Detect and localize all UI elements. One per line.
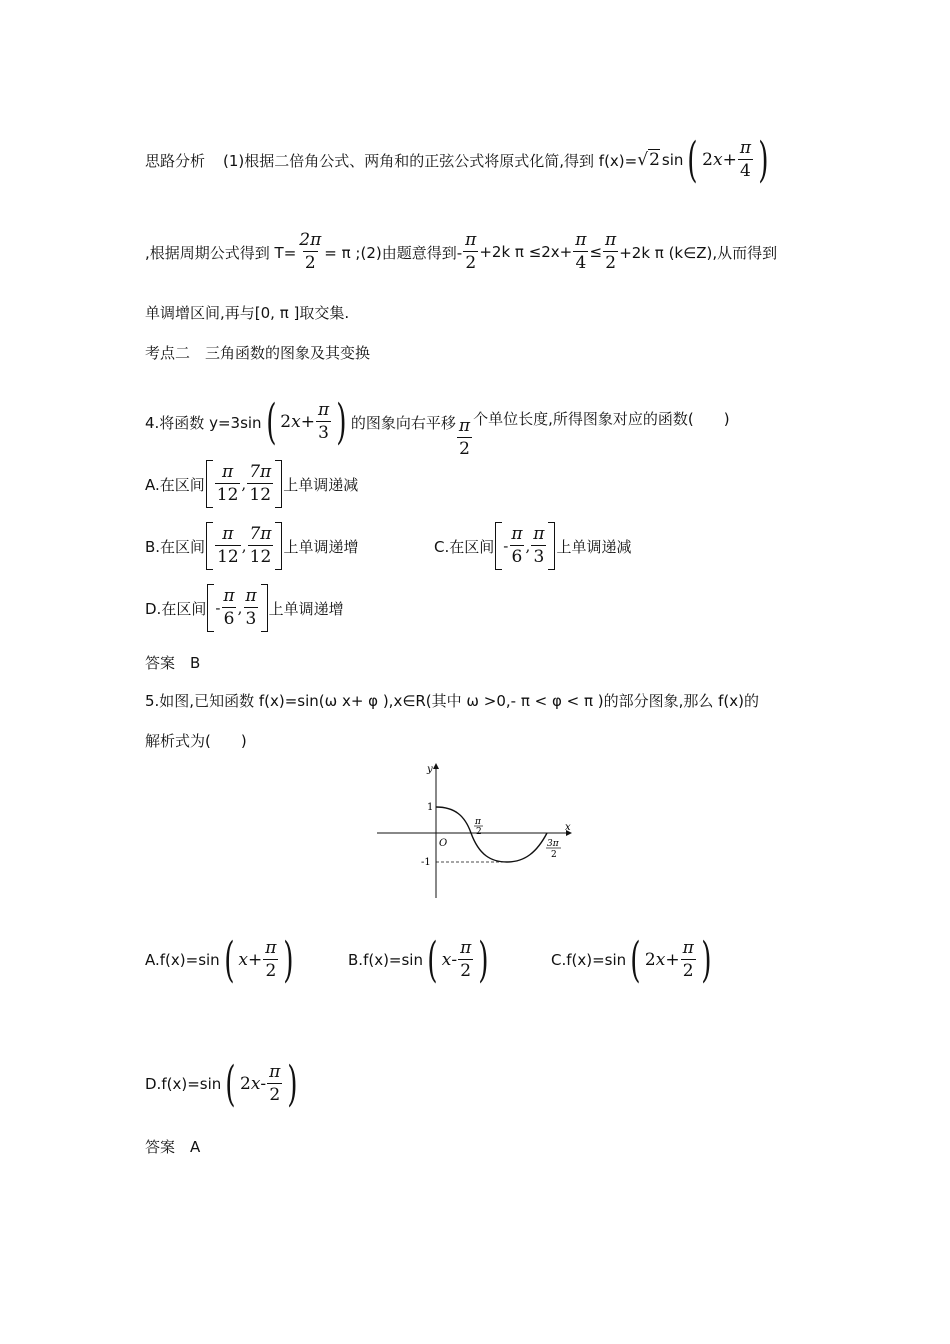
sin-label: sin [661,151,684,169]
origin-label: O [439,838,448,849]
analysis-line-3: 单调增区间,再与[0, π ]取交集. [145,304,350,322]
q5-option-c[interactable]: C. f(x)=sin ( 2 x + $\frac{\pi}{2}$ ) [551,932,712,988]
q4-option-b[interactable]: B.在区间 $\frac{\pi}{12}$ , $\frac{7\pi}{12}$ 上单调递增 [145,522,359,570]
y-axis-label: y [427,764,433,775]
sine-graph [375,760,575,900]
analysis-line-2: ,根据周期公式得到 T= $\frac{2\pi}{2}$ = π ;(2)由题意得到- $\frac{\pi}{2}$ +2k π ≤2x+ $\frac{\pi}{4}$ ≤ $\frac{\pi}{2}$ +2k π (k∈Z),从而得到 [145,230,778,273]
q4-option-d[interactable]: D.在区间 - $\frac{\pi}{6}$ , $\frac{\pi}{3}$ 上单调递增 [145,584,344,632]
tick-3pi-2-den: 2 [551,850,557,860]
period-text: ,根据周期公式得到 T= [145,243,297,262]
pi-over-4: $\frac{\pi}{4}$ [575,230,587,273]
x-axis-label: x [565,822,571,833]
pi-over-2-a: $\frac{\pi}{2}$ [465,230,477,273]
q4-option-c[interactable]: C.在区间 - $\frac{\pi}{6}$ , $\frac{\pi}{3}$ 上单调递减 [434,522,632,570]
tick-3pi-2-num: 3π [547,839,559,849]
tick-minus-1: -1 [421,857,431,868]
q5-option-b[interactable]: B. f(x)=sin ( x - $\frac{\pi}{2}$ ) [348,932,489,988]
q4-answer: 答案 B [145,654,201,672]
period-fraction: $\frac{2\pi}{2}$ [299,230,322,273]
q4-stem: 4.将函数 y=3sin ( 2 x + $\frac{\pi}{3}$ ) 的图象向右平移 $\frac{\pi}{2}$ 个单位长度,所得图象对应的函数( ) [145,394,730,459]
q5-answer: 答案 A [145,1138,201,1156]
q5-option-a[interactable]: A. f(x)=sin ( x + $\frac{\pi}{2}$ ) [145,932,294,988]
pi-over-2-b: $\frac{\pi}{2}$ [605,230,617,273]
tick-pi-2-den: 2 [476,827,482,837]
q5-stem-1: 5.如图,已知函数 f(x)=sin(ω x+ φ ),x∈R(其中 ω >0,- π < φ < π )的部分图象,那么 f(x)的 [145,692,760,710]
analysis-text-1: (1)根据二倍角公式、两角和的正弦公式将原式化简,得到 f(x)= [223,151,638,170]
tick-pi-2-num: π [475,817,481,827]
q5-stem-2: 解析式为( ) [145,732,247,750]
tick-1: 1 [427,802,434,813]
q4-shift-fraction: $\frac{\pi}{2}$ [458,416,471,459]
condition-text: = π ;(2)由题意得到- [324,243,463,262]
sqrt-expression: √2 [637,150,660,170]
analysis-line-1 [145,132,773,188]
sine-curve [436,807,547,862]
analysis-lead: 思路分析 [145,151,206,170]
sin-argument: ( 2 x + $\frac{\pi}{4}$ ) [687,132,769,188]
q4-option-a[interactable]: A.在区间 $\frac{\pi}{12}$ , $\frac{7\pi}{12}$ 上单调递减 [145,460,358,508]
q5-option-d[interactable]: D. f(x)=sin ( 2 x - $\frac{\pi}{2}$ ) [145,1056,298,1112]
q4-argument: ( 2 x + $\frac{\pi}{3}$ ) [265,394,347,450]
section-heading: 考点二 三角函数的图象及其变换 [145,344,371,362]
